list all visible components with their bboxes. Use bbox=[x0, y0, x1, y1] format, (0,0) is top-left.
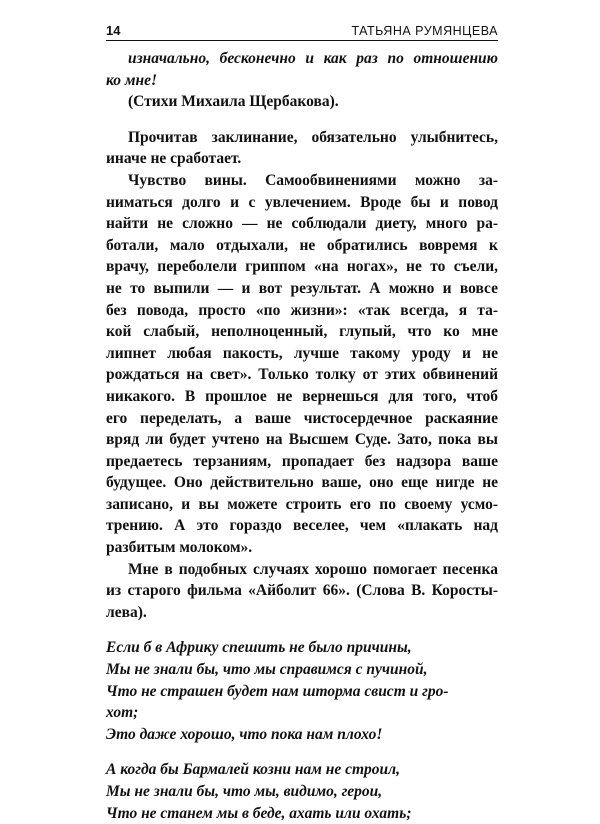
quote-end bbox=[106, 48, 498, 91]
text-line: никакого. В прошлое не вернешься для того, чтоб bbox=[106, 387, 498, 405]
text-line: рождаться на свет». Только толку от этих обвинений bbox=[106, 366, 498, 384]
verse-line: хот; bbox=[106, 704, 139, 722]
header-rule bbox=[106, 40, 498, 41]
spacer bbox=[106, 623, 498, 637]
paragraph-1 bbox=[106, 127, 498, 170]
running-header bbox=[106, 18, 498, 38]
text-line: лева). bbox=[106, 603, 147, 621]
spacer bbox=[106, 113, 498, 127]
text-line: не то выпили — и вот результат. А можно и вовсе bbox=[106, 279, 498, 297]
body-text bbox=[106, 48, 498, 824]
text-line: его переделать, а ваше чистосердечное раскаяние bbox=[106, 409, 498, 427]
text-line: записано, и вы можете строить его по своему усмо- bbox=[106, 495, 498, 513]
text-line: кой слабый, неполноценный, глупый, что ко мне bbox=[106, 323, 498, 341]
text-line: изначально, бесконечно и как раз по отношению bbox=[128, 50, 498, 67]
verse-line: Это даже хорошо, что пока нам плохо! bbox=[106, 725, 383, 743]
text-line: без повода, просто «по жизни»: «так всегда, я та- bbox=[106, 301, 498, 319]
verse-line: А когда бы Бармалей козни нам не строил, bbox=[106, 761, 400, 779]
paragraph-3 bbox=[106, 559, 498, 624]
verse-stanza-2 bbox=[106, 759, 498, 824]
text-line: липнет любая пакость, лучше такому уроду и не bbox=[106, 344, 498, 362]
verse-stanza-1 bbox=[106, 637, 498, 745]
text-line: вряд ли будет учтено на Высшем Суде. Зато, пока вы bbox=[106, 431, 498, 449]
text-line: разбитым молоком». bbox=[106, 539, 253, 557]
verse-line: Мы не знали бы, что мы справимся с пучиной, bbox=[106, 661, 428, 679]
text-line: найти не сложно — не соблюдали диету, много ра- bbox=[106, 215, 498, 233]
spacer bbox=[106, 745, 498, 759]
paragraph-2 bbox=[106, 170, 498, 559]
verse-line: Если б в Африку спешить не было причины, bbox=[106, 639, 412, 657]
text-line: будущее. Оно действительно ваше, оно еще нигде не bbox=[106, 474, 498, 492]
text-line: из старого фильма «Айболит 66». (Слова В. Коросты- bbox=[106, 582, 498, 600]
verse-line: Что не страшен будет нам шторма свист и гро- bbox=[106, 682, 449, 700]
text-line: врачу, переболели гриппом «на ногах», не то съели, bbox=[106, 258, 498, 276]
verse-line: Что не станем мы в беде, ахать или охать; bbox=[106, 804, 412, 822]
attribution: (Стихи Михаила Щербакова). bbox=[128, 93, 339, 111]
text-line: ниматься долго и с увлечением. Вроде бы и повод bbox=[106, 193, 498, 211]
text-line: трению. А это гораздо веселее, чем «плакать над bbox=[106, 517, 498, 535]
running-title: ТАТЬЯНА РУМЯНЦЕВА bbox=[351, 24, 498, 38]
text-line: Мне в подобных случаях хорошо помогает песенка bbox=[128, 560, 498, 578]
page-number: 14 bbox=[106, 23, 121, 38]
text-line: ботали, мало отдыхали, не обратились вовремя к bbox=[106, 236, 498, 254]
text-line: иначе не сработает. bbox=[106, 150, 242, 168]
text-line: Прочитав заклинание, обязательно улыбнитесь, bbox=[128, 128, 498, 146]
verse-line: Мы не знали бы, что мы, видимо, герои, bbox=[106, 783, 383, 800]
text-line: ко мне! bbox=[106, 71, 158, 89]
text-line: предаетесь терзаниям, пропадает без надзора ваше bbox=[106, 452, 498, 470]
text-line: Чувство вины. Самообвинениями можно за- bbox=[128, 171, 498, 189]
